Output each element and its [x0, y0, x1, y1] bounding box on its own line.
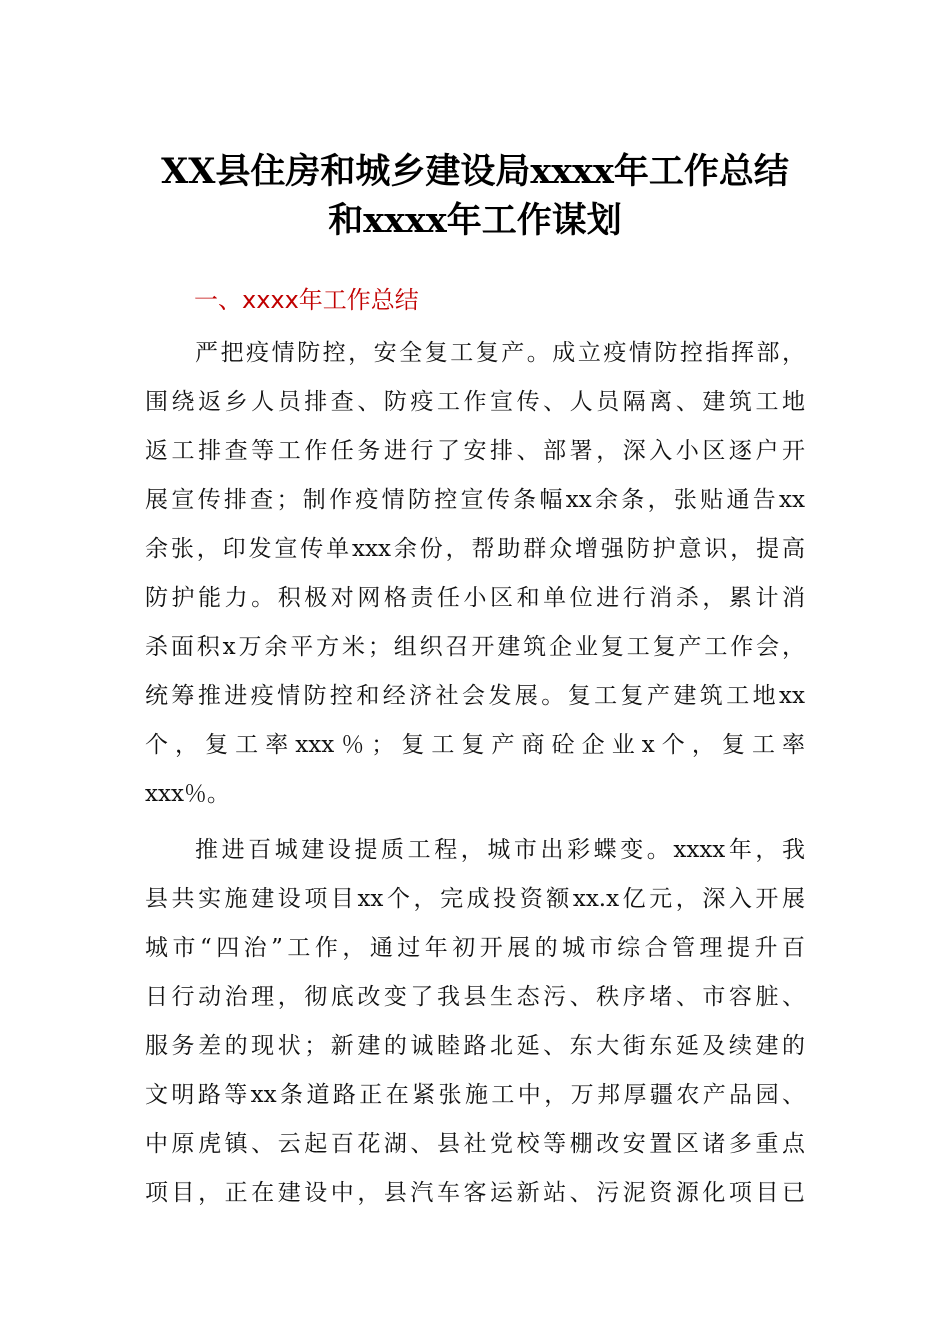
paragraph-line: 严把疫情防控，安全复工复产。成立疫情防控指挥部，	[195, 340, 805, 366]
section-heading: 一、xxxx年工作总结	[194, 286, 419, 314]
paragraph-line: xxx％。	[145, 781, 230, 807]
document-title-line-1: XX县住房和城乡建设局xxxx年工作总结	[161, 151, 789, 192]
paragraph-line: 文明路等xx条道路正在紧张施工中，万邦厚疆农产品园、	[145, 1082, 805, 1108]
paragraph-line: 展宣传排查；制作疫情防控宣传条幅xx余条，张贴通告xx	[145, 487, 805, 513]
paragraph-line: 城市“四治”工作，通过年初开展的城市综合管理提升百	[145, 935, 805, 961]
paragraph-line: 杀面积x万余平方米；组织召开建筑企业复工复产工作会，	[145, 634, 805, 660]
paragraph-epidemic-control	[145, 329, 805, 819]
paragraph-line: 日行动治理，彻底改变了我县生态污、秩序堵、市容脏、	[145, 984, 805, 1010]
paragraph-line: 余张，印发宣传单xxx余份，帮助群众增强防护意识，提高	[145, 536, 805, 562]
paragraph-line: 返工排查等工作任务进行了安排、部署，深入小区逐户开	[145, 438, 805, 464]
paragraph-line: 个，复工率xxx％；复工复产商砼企业x个，复工率	[145, 732, 805, 758]
paragraph-line: 项目，正在建设中，县汽车客运新站、污泥资源化项目已	[145, 1180, 805, 1206]
paragraph-line: 推进百城建设提质工程，城市出彩蝶变。xxxx年，我	[195, 837, 805, 863]
paragraph-line: 防护能力。积极对网格责任小区和单位进行消杀，累计消	[145, 585, 805, 611]
paragraph-line: 围绕返乡人员排查、防疫工作宣传、人员隔离、建筑工地	[145, 389, 805, 415]
paragraph-line: 中原虎镇、云起百花湖、县社党校等棚改安置区诸多重点	[145, 1131, 805, 1157]
paragraph-city-construction	[145, 826, 805, 1218]
paragraph-line: 统筹推进疫情防控和经济社会发展。复工复产建筑工地xx	[145, 683, 805, 709]
document-title-line-2: 和xxxx年工作谋划	[328, 200, 622, 241]
paragraph-line: 县共实施建设项目xx个，完成投资额xx.x亿元，深入开展	[145, 886, 805, 912]
paragraph-line: 服务差的现状；新建的诚睦路北延、东大街东延及续建的	[145, 1033, 805, 1059]
